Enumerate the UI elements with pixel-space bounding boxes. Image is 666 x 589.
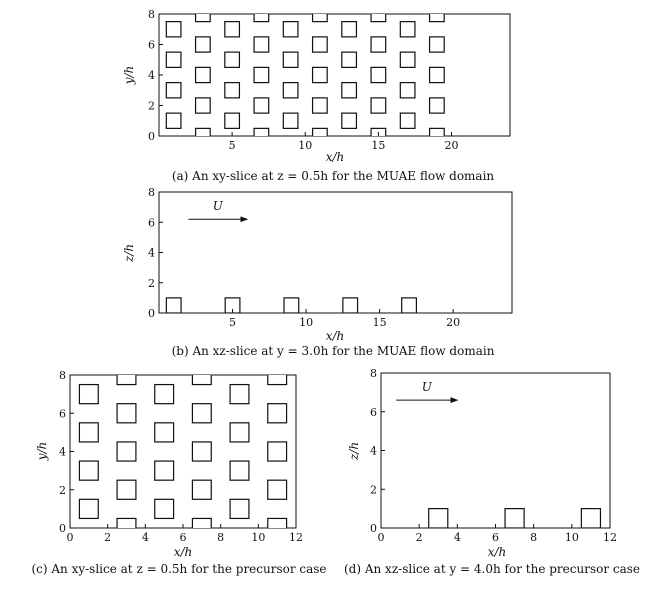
x-axis-label: x/h bbox=[173, 545, 193, 559]
building-block bbox=[254, 6, 269, 21]
y-tick-label: 6 bbox=[148, 216, 155, 230]
building-block bbox=[342, 22, 357, 37]
building-block bbox=[192, 365, 211, 384]
y-tick-label: 0 bbox=[370, 522, 377, 535]
building-block bbox=[166, 113, 181, 128]
building-block bbox=[343, 298, 358, 313]
building-block bbox=[166, 22, 181, 37]
x-tick-label: 10 bbox=[299, 316, 314, 329]
building-block bbox=[254, 128, 269, 143]
building-block bbox=[254, 67, 269, 82]
x-tick-label: 8 bbox=[217, 531, 225, 544]
building-block bbox=[400, 83, 415, 98]
building-block bbox=[430, 98, 445, 113]
building-block bbox=[117, 480, 136, 499]
y-tick-label: 2 bbox=[148, 276, 155, 290]
y-tick-label: 0 bbox=[148, 130, 155, 143]
building-block bbox=[79, 499, 98, 518]
building-block bbox=[117, 404, 136, 423]
building-block bbox=[268, 442, 287, 461]
building-block bbox=[371, 6, 386, 21]
building-block bbox=[155, 499, 174, 518]
y-tick-label: 4 bbox=[148, 69, 155, 82]
building-block bbox=[225, 22, 240, 37]
x-tick-label: 6 bbox=[492, 531, 499, 544]
building-block bbox=[230, 385, 249, 404]
x-tick-label: 15 bbox=[372, 316, 387, 329]
panel-frame bbox=[70, 375, 296, 528]
building-block bbox=[402, 298, 417, 313]
panel-caption: (d) An xz-slice at y = 4.0h for the precursor case bbox=[343, 562, 641, 576]
flow-arrow-label: U bbox=[421, 380, 432, 395]
x-tick-label: 2 bbox=[415, 531, 423, 544]
y-axis-label: z/h bbox=[122, 243, 136, 263]
block-array bbox=[166, 6, 444, 143]
building-block bbox=[230, 461, 249, 480]
building-block bbox=[342, 52, 357, 67]
building-block bbox=[192, 518, 211, 537]
building-block bbox=[117, 365, 136, 384]
building-block bbox=[430, 67, 445, 82]
x-tick-label: 2 bbox=[104, 531, 112, 544]
building-block bbox=[268, 404, 287, 423]
x-axis-label: x/h bbox=[487, 545, 507, 559]
y-tick-label: 4 bbox=[148, 246, 155, 260]
y-tick-label: 4 bbox=[59, 445, 66, 459]
y-tick-label: 8 bbox=[59, 369, 66, 382]
building-block bbox=[117, 518, 136, 537]
building-block bbox=[283, 52, 298, 67]
x-tick-label: 4 bbox=[141, 531, 149, 544]
building-block bbox=[155, 461, 174, 480]
panel-caption: (a) An xy-slice at z = 0.5h for the MUAE flow domain bbox=[171, 169, 495, 183]
building-block bbox=[284, 298, 299, 313]
x-tick-label: 10 bbox=[251, 531, 266, 544]
y-tick-label: 6 bbox=[370, 405, 377, 419]
building-block bbox=[268, 518, 287, 537]
x-tick-label: 10 bbox=[564, 531, 579, 544]
x-tick-label: 10 bbox=[298, 139, 313, 152]
building-block bbox=[254, 98, 269, 113]
building-block bbox=[79, 423, 98, 442]
y-tick-label: 2 bbox=[59, 483, 66, 497]
building-block bbox=[313, 98, 328, 113]
building-block bbox=[429, 509, 448, 528]
building-block bbox=[192, 404, 211, 423]
building-block bbox=[155, 385, 174, 404]
building-block bbox=[268, 480, 287, 499]
building-block bbox=[400, 113, 415, 128]
y-tick-label: 6 bbox=[148, 38, 155, 52]
x-tick-label: 4 bbox=[453, 531, 461, 544]
building-block bbox=[196, 37, 211, 52]
y-axis-label: y/h bbox=[122, 65, 136, 85]
building-block bbox=[196, 128, 211, 143]
building-block bbox=[505, 509, 524, 528]
building-block bbox=[230, 423, 249, 442]
building-block bbox=[400, 22, 415, 37]
x-axis-label: x/h bbox=[325, 329, 345, 343]
building-block bbox=[371, 67, 386, 82]
panel-c bbox=[31, 365, 326, 576]
x-tick-label: 12 bbox=[603, 531, 617, 544]
building-block bbox=[230, 499, 249, 518]
x-tick-label: 6 bbox=[179, 531, 187, 544]
x-tick-label: 20 bbox=[444, 139, 459, 152]
x-tick-label: 15 bbox=[371, 139, 386, 152]
building-block bbox=[283, 83, 298, 98]
building-block bbox=[225, 113, 240, 128]
building-block bbox=[371, 98, 386, 113]
building-block bbox=[430, 6, 445, 21]
building-block bbox=[400, 52, 415, 67]
y-tick-label: 8 bbox=[370, 367, 377, 380]
x-tick-label: 20 bbox=[446, 316, 461, 329]
x-axis-label: x/h bbox=[325, 150, 345, 164]
building-block bbox=[313, 128, 328, 143]
block-array bbox=[166, 298, 416, 313]
building-block bbox=[166, 298, 181, 313]
building-block bbox=[283, 22, 298, 37]
x-tick-label: 5 bbox=[228, 139, 236, 152]
building-block bbox=[313, 67, 328, 82]
x-tick-label: 12 bbox=[289, 531, 303, 544]
y-tick-label: 8 bbox=[148, 8, 155, 21]
panel-frame bbox=[159, 14, 510, 136]
building-block bbox=[430, 128, 445, 143]
y-tick-label: 0 bbox=[59, 522, 66, 535]
building-block bbox=[313, 37, 328, 52]
x-tick-label: 0 bbox=[377, 531, 385, 544]
building-block bbox=[79, 385, 98, 404]
panel-d bbox=[344, 367, 640, 576]
building-block bbox=[166, 52, 181, 67]
building-block bbox=[192, 442, 211, 461]
x-tick-label: 0 bbox=[66, 531, 74, 544]
building-block bbox=[283, 113, 298, 128]
building-block bbox=[342, 113, 357, 128]
block-array bbox=[429, 509, 601, 528]
y-tick-label: 2 bbox=[370, 483, 377, 497]
building-block bbox=[430, 37, 445, 52]
y-axis-label: y/h bbox=[35, 441, 49, 461]
y-tick-label: 0 bbox=[148, 307, 155, 320]
building-block bbox=[155, 423, 174, 442]
building-block bbox=[117, 442, 136, 461]
building-block bbox=[79, 461, 98, 480]
panel-frame bbox=[381, 373, 610, 528]
building-block bbox=[166, 83, 181, 98]
building-block bbox=[196, 67, 211, 82]
flow-arrow-label: U bbox=[212, 199, 223, 214]
block-array bbox=[79, 365, 286, 537]
panel-caption: (b) An xz-slice at y = 3.0h for the MUAE flow domain bbox=[171, 344, 495, 358]
building-block bbox=[268, 365, 287, 384]
panel-a bbox=[122, 6, 510, 183]
x-tick-label: 8 bbox=[530, 531, 538, 544]
x-tick-label: 5 bbox=[229, 316, 237, 329]
panel-b bbox=[122, 186, 512, 358]
building-block bbox=[225, 52, 240, 67]
building-block bbox=[581, 509, 600, 528]
building-block bbox=[371, 37, 386, 52]
building-block bbox=[342, 83, 357, 98]
y-tick-label: 4 bbox=[370, 444, 377, 458]
building-block bbox=[225, 83, 240, 98]
y-tick-label: 6 bbox=[59, 407, 66, 421]
building-block bbox=[196, 6, 211, 21]
building-block bbox=[313, 6, 328, 21]
building-block bbox=[196, 98, 211, 113]
y-tick-label: 2 bbox=[148, 99, 155, 113]
building-block bbox=[192, 480, 211, 499]
y-axis-label: z/h bbox=[347, 441, 361, 461]
y-tick-label: 8 bbox=[148, 186, 155, 199]
panel-caption: (c) An xy-slice at z = 0.5h for the precursor case bbox=[31, 562, 327, 576]
building-block bbox=[254, 37, 269, 52]
